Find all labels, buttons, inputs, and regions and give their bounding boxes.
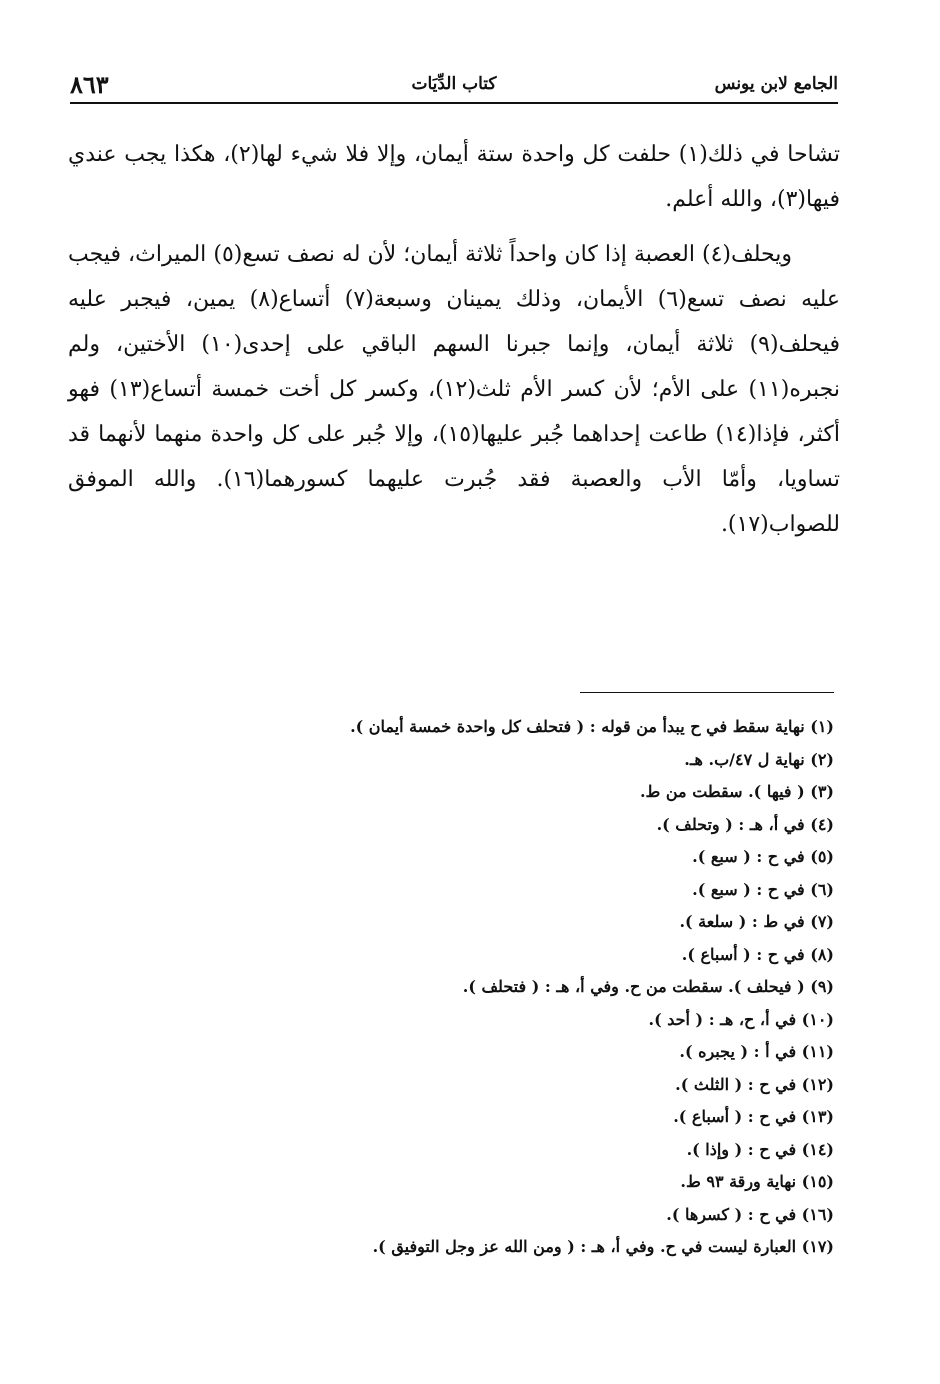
- footnote: (٧) في ط : ( سلعة ).: [679, 912, 834, 931]
- paragraph: ويحلف(٤) العصبة إذا كان واحداً ثلاثة أيمان؛ لأن له نصف تسع(٥) الميراث، فيجب عليه نصف تسع(٦) الأيمان، وذلك يمينان وسبعة(٧) أتساع(٨) يمين، فيجبر عليه فيحلف(٩) ثلاثة أيمان، وإنما جبرنا السهم الباقي على إحدى(١٠) الأختين، ولم نجبره(١١) على الأم؛ لأن كسر الأم ثلث(١٢)، وكسر كل أخت خمسة أتساع(١٣) فهو أكثر، فإذا(١٤) طاعت إحداهما جُبر عليها(١٥)، وإلا جُبر على كل واحدة منهما لأنهما قد تساويا، وأمّا الأب والعصبة فقد جُبرت عليهما كسورهما(١٦). والله الموفق للصواب(١٧).: [68, 242, 841, 537]
- footnote: (١٦) في ح : ( كسرها ).: [666, 1204, 834, 1224]
- chapter-title: كتاب الدِّيَات: [411, 74, 497, 94]
- footnote: (٩) ( فيحلف ). سقطت من ح. وفي أ، هـ : ( فتحلف ).: [462, 977, 834, 996]
- footnote: (١١) في أ : ( يجبره ).: [679, 1042, 834, 1061]
- footnote: (٦) في ح : ( سبع ).: [692, 879, 834, 899]
- footnote: (٨) في ح : ( أسباع ).: [681, 944, 834, 964]
- book-title: الجامع لابن يونس: [714, 74, 838, 94]
- running-header: [70, 70, 838, 104]
- paragraph: تشاحا في ذلك(١) حلفت كل واحدة ستة أيمان، وإلا فلا شيء لها(٢)، هكذا يجب عندي فيها(٣)، والله أعلم.: [68, 142, 840, 212]
- footnote: (١٧) العبارة ليست في ح. وفي أ، هـ : ( ومن الله عز وجل التوفيق ).: [372, 1237, 834, 1256]
- main-text: [68, 132, 840, 547]
- footnotes: [240, 712, 834, 1265]
- footnote-separator: [580, 692, 834, 693]
- footnote: (١٣) في ح : ( أسباع ).: [673, 1107, 834, 1126]
- header-rule: [70, 102, 838, 104]
- footnote: (١٤) في ح : ( وإذا ).: [686, 1139, 834, 1159]
- footnote: (٣) ( فيها ). سقطت من ط.: [639, 782, 834, 801]
- footnote: (١) نهاية سقط في ح يبدأ من قوله : ( فتحلف كل واحدة خمسة أيمان ).: [350, 717, 834, 736]
- footnote: (٥) في ح : ( سبع ).: [692, 847, 834, 866]
- footnote: (١٢) في ح : ( الثلث ).: [675, 1074, 834, 1094]
- page-number: ٨٦٣: [70, 70, 109, 99]
- footnote: (٢) نهاية ل ٤٧/ب. هـ.: [684, 749, 834, 769]
- footnote: (٤) في أ، هـ : ( وتحلف ).: [656, 814, 834, 834]
- footnote: (١٠) في أ، ح، هـ : ( أحد ).: [648, 1009, 834, 1029]
- footnote: (١٥) نهاية ورقة ٩٣ ط.: [680, 1172, 834, 1191]
